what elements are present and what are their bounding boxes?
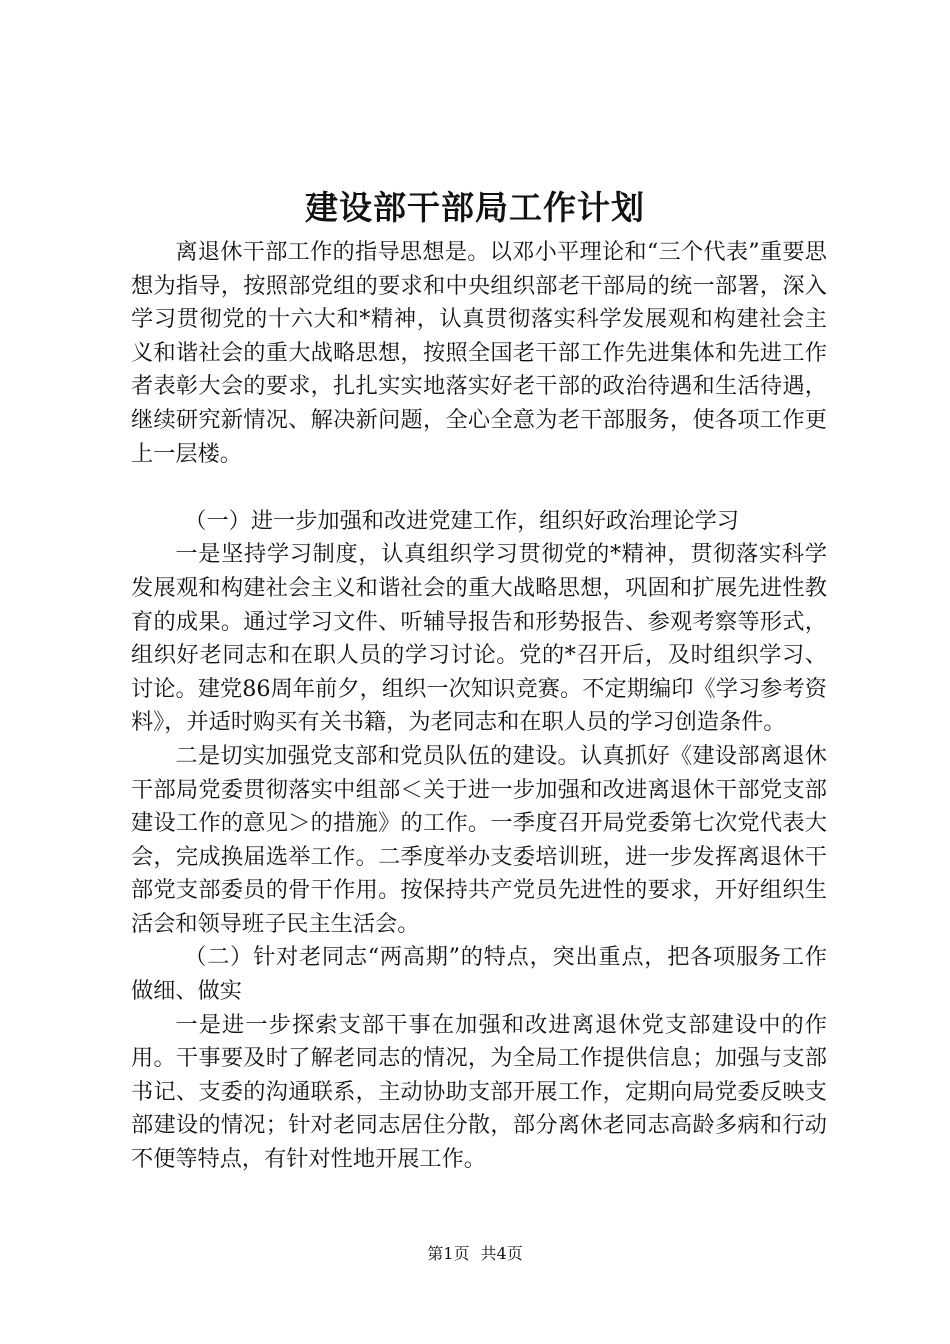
body-paragraph: 二是切实加强党支部和党员队伍的建设。认真抓好《建设部离退休干部局党委贯彻落实中组部＜关于进一步加强和改进离退休干部党支部建设工作的意见＞的措施》的工作。一季度召开局党委第七次党代表大会，完成换届选举工作。二季度举办支委培训班，进一步发挥离退休干部党支部委员的骨干作用。按保持共产党员先进性的要求，开好组织生活会和领导班子民主生活会。 — [131, 742, 827, 937]
section-heading-1: （一）进一步加强和改进党建工作，组织好政治理论学习 — [184, 507, 739, 534]
document-body — [131, 236, 827, 1177]
section-heading-2: （二）针对老同志“两高期”的特点，突出重点，把各项服务工作做细、做实 — [131, 944, 827, 1005]
body-paragraph: 一是进一步探索支部干事在加强和改进离退休党支部建设中的作用。干事要及时了解老同志的情况，为全局工作提供信息；加强与支部书记、支委的沟通联系，主动协助支部开展工作，定期向局党委反映支部建设的情况；针对老同志居住分散，部分离休老同志高龄多病和行动不便等特点，有针对性地开展工作。 — [131, 1011, 827, 1173]
intro-paragraph: 离退休干部工作的指导思想是。以邓小平理论和“三个代表”重要思想为指导，按照部党组的要求和中央组织部老干部局的统一部署，深入学习贯彻党的十六大和*精神，认真贯彻落实科学发展观和构建社会主义和谐社会的重大战略思想，按照全国老干部工作先进集体和先进工作者表彰大会的要求，扎扎实实地落实好老干部的政治待遇和生活待遇，继续研究新情况、解决新问题，全心全意为老干部服务，使各项工作更上一层楼。 — [131, 239, 827, 467]
body-paragraph: 一是坚持学习制度，认真组织学习贯彻党的*精神，贯彻落实科学发展观和构建社会主义和谐社会的重大战略思想，巩固和扩展先进性教育的成果。通过学习文件、听辅导报告和形势报告、参观考察等形式，组织好老同志和在职人员的学习讨论。党的*召开后，及时组织学习、讨论。建党86周年前夕，组织一次知识竞赛。不定期编印《学习参考资料》，并适时购买有关书籍，为老同志和在职人员的学习创造条件。 — [131, 541, 827, 736]
page-total: 共4页 — [480, 1244, 523, 1263]
document-title: 建设部干部局工作计划 — [305, 188, 645, 227]
page-footer — [0, 1244, 950, 1264]
page-number: 第1页 — [427, 1244, 470, 1263]
